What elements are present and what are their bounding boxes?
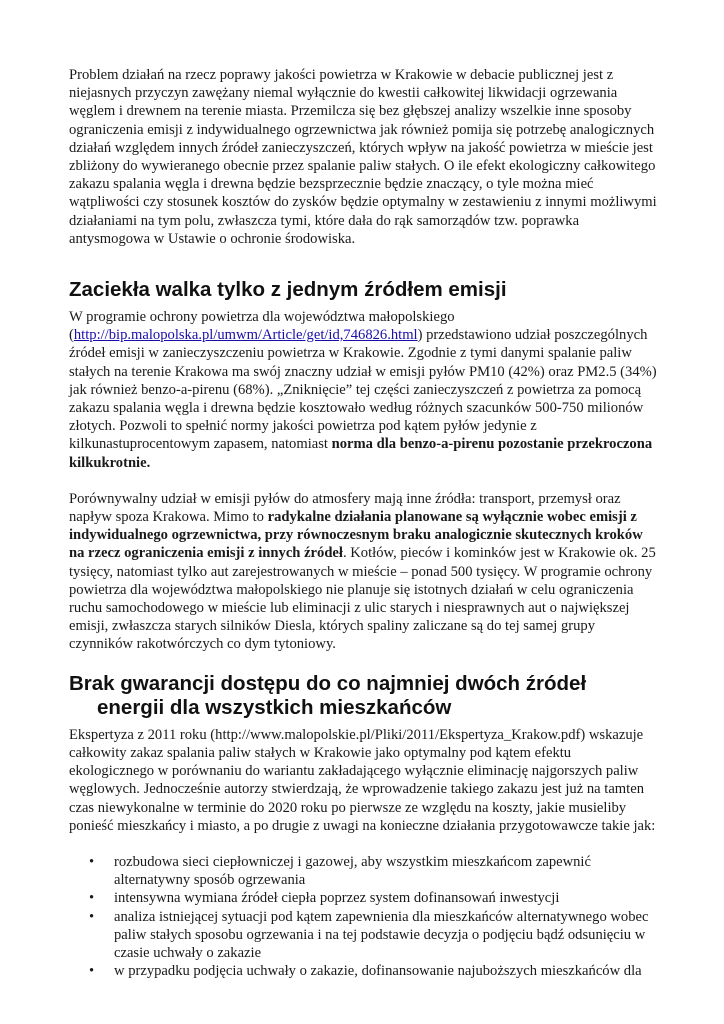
section1-p2-text-a: Porównywalny udział w emisji pyłów do atmosfery mają inne źródła: transport, przemysł oraz napływ spoza Krakowa. Mimo to xyxy=(69,490,621,526)
list-item xyxy=(69,853,659,889)
program-link[interactable]: http://bip.malopolska.pl/umwm/Article/get/id,746826.html xyxy=(73,327,418,344)
section1-p1-text-b: ) przedstawiono udział poszczególnych źródeł emisji w zanieczyszczeniu powietrza w Krakowie. Zgodnie z tymi danymi spalanie paliw stałych na terenie Krakowa ma swój znaczny udział w emisji pyłów PM10 (42%) oraz PM2.5 (34%) jak również benzo-a-pirenu (68%). „Zniknięcie” tej części zanieczyszczeń z powietrza za pomocą zakazu spalania węgla i drewna będzie kosztowało według różnych szacunków 500-750 milionów złotych. Pozwoli to spełnić normy jakości powietrza pod kątem pyłów jedynie z kilkunastuprocentowym zapasem, natomiast xyxy=(69,327,657,453)
list-item-text: rozbudowa sieci ciepłowniczej i gazowej, aby wszystkim mieszkańcom zapewnić alternatywny sposób ogrzewania xyxy=(114,853,591,889)
section1-p1-text-a: W programie ochrony powietrza dla województwa małopolskiego ( xyxy=(69,309,455,344)
bullet-icon: • xyxy=(89,890,95,907)
section1-paragraph-2 xyxy=(69,490,659,654)
intro-paragraph: Problem działań na rzecz poprawy jakości powietrza w Krakowie w debacie publicznej jest z niejasnych przyczyn zawężany niemal wyłącznie do kwestii całkowitej likwidacji ogrzewania węglem i drewnem na terenie miasta. Przemilcza się bez głębszej analizy wszelkie inne sposoby ograniczenia emisji z indywidualnego ogrzewnictwa jak również pomija się potrzebę analogicznych działań względem innych źródeł zanieczyszczeń, których wpływ na jakość powietrza w mieście jest zbliżony do wywieranego obecnie przez spalanie paliw stałych. O ile efekt ekologiczny całkowitego zakazu spalania węgla i drewna będzie bezsprzecznie będzie znaczący, o tyle można mieć wątpliwości czy stosunek kosztów do zysków będzie optymalny w zestawieniu z innymi możliwymi działaniami na tym polu, zwłaszcza tymi, które dała do rąk samorządów tzw. poprawka antysmogowa w Ustawie o ochronie środowiska. xyxy=(69,67,657,247)
list-item-text: analiza istniejącej sytuacji pod kątem zapewnienia dla mieszkańców alternatywnego wobec paliw stałych sposobu ogrzewania i na tej podstawie decyzja o podjęciu bądź odsunięciu w czasie uchwały o zakazie xyxy=(114,908,649,961)
document-page xyxy=(69,66,659,980)
list-item xyxy=(69,962,659,980)
section-heading-emission-source: Zaciekła walka tylko z jednym źródłem emisji xyxy=(69,278,507,302)
list-item xyxy=(69,889,659,907)
list-item-text: intensywna wymiana źródeł ciepła poprzez system dofinansowań inwestycji xyxy=(114,890,560,907)
bullet-icon: • xyxy=(89,963,95,980)
preparatory-actions-list xyxy=(69,853,659,980)
section2-paragraph-1: Ekspertyza z 2011 roku (http://www.malopolskie.pl/Pliki/2011/Ekspertyza_Krakow.pdf) wskazuje całkowity zakaz spalania paliw stałych w Krakowie jako optymalny pod kątem efektu ekologicznego w porównaniu do wariantu zakładającego wyłącznie eliminację najgorszych paliw węglowych. Jednocześnie autorzy stwierdzają, że wprowadzenie takiego zakazu jest już na tamten czas niewykonalne w terminie do 2020 roku po pierwsze ze względu na koszty, jakie musieliby ponieść mieszkańcy i miasto, a po drugie z uwagi na konieczne działania przygotowawcze takie jak: xyxy=(69,726,656,834)
list-item xyxy=(69,908,659,963)
section1-p2-bold: radykalne działania planowane są wyłącznie wobec emisji z indywidualnego ogrzewnictwa, przy równoczesnym braku analogicznie skutecznych kroków na rzecz ograniczenia emisji z innych źródeł xyxy=(69,509,643,562)
bullet-icon: • xyxy=(89,853,95,870)
bullet-icon: • xyxy=(89,908,95,925)
section1-paragraph-1 xyxy=(69,308,659,472)
section1-p1-bold: norma dla benzo-a-pirenu pozostanie przekroczona kilkukrotnie. xyxy=(69,436,653,471)
section-heading-energy-sources: Brak gwarancji dostępu do co najmniej dwóch źródeł energii dla wszystkich mieszkańców xyxy=(69,671,587,719)
section1-p2-text-b: . Kotłów, pieców i kominków jest w Krakowie ok. 25 tysięcy, natomiast tylko aut zarejestrowanych w mieście – ponad 500 tysięcy. W programie ochrony powietrza dla województwa małopolskiego nie planuje się istotnych działań w celu ograniczenia ruchu samochodowego w mieście lub eliminacji z ulic starych i niesprawnych aut o największej emisji, zwłaszcza starych silników Diesla, których spaliny zaliczane są do tej samej grupy czynników rakotwórczych co dym tytoniowy. xyxy=(69,545,656,653)
list-item-text: w przypadku podjęcia uchwały o zakazie, dofinansowanie najuboższych mieszkańców dla xyxy=(114,963,642,980)
